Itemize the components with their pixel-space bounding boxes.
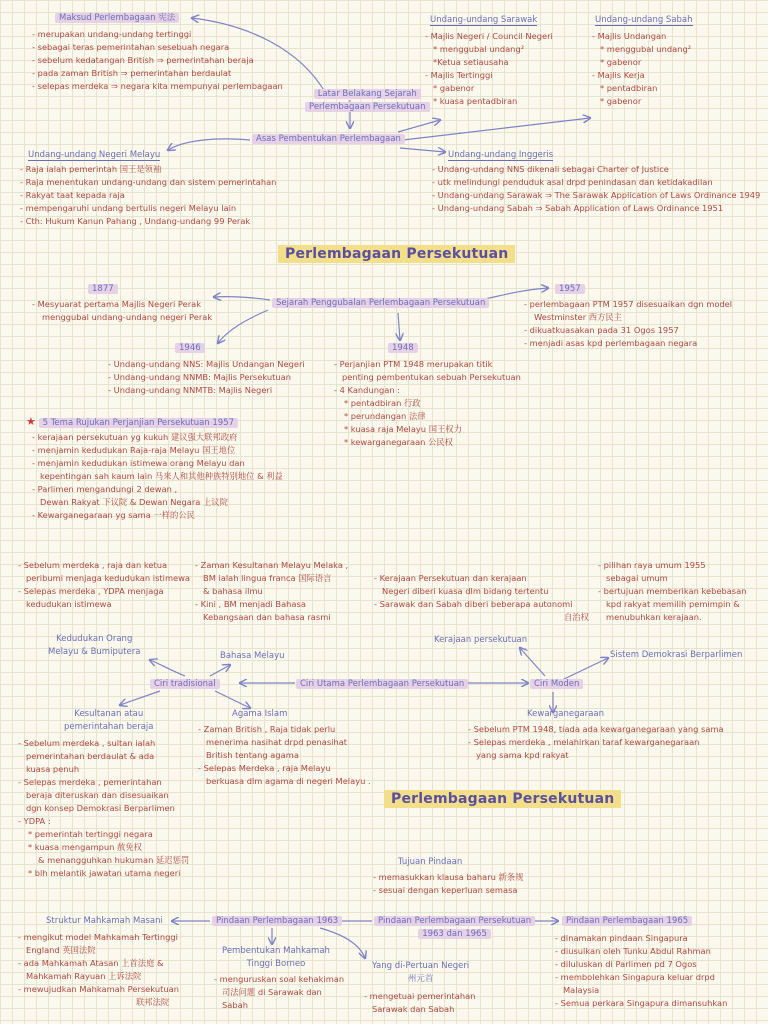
list-item: peribumi menjaga kedudukan istimewa <box>26 573 191 583</box>
list-item: - Majlis Negeri / Council Negeri <box>425 31 553 41</box>
list-item: Dewan Rakyat 下议院 & Dewan Negara 上议院 <box>40 497 228 507</box>
list-item: - sebagai teras pemerintahan sesebuah negara <box>32 42 230 52</box>
ciri-note-1 <box>18 559 190 611</box>
list-item: - 4 Kandungan : <box>334 385 401 395</box>
list-item: - Selepas Merdeka , raja Melayu <box>198 763 331 773</box>
list-item: kepentingan sah kaum lain 马来人和其他种族特别地位 & 利益 <box>40 471 283 481</box>
list-item: * kuasa pentadbiran <box>433 96 518 106</box>
list-item: 联邦法院 <box>136 997 170 1007</box>
bahasa-label: Bahasa Melayu <box>220 651 285 661</box>
tujuan-title: Tujuan Pindaan <box>398 857 463 867</box>
list-item: - Majlis Undangan <box>592 31 667 41</box>
maksud-title: Maksud Perlembagaan 宪法 <box>55 12 179 25</box>
melayu-title: Undang-undang Negeri Melayu <box>28 150 161 160</box>
list-item: - utk melindungi penduduk asal drpd penindasan dan ketidakadilan <box>432 177 713 187</box>
list-item: - menjamin kedudukan istimewa orang Melayu dan <box>32 458 245 468</box>
list-item: * kuasa mengampun 赦免权 <box>28 842 142 852</box>
list-item: dgn konsep Demokrasi Berparlimen <box>26 803 175 813</box>
list-item: - menjamin kedudukan Raja-raja Melayu 国王地位 <box>32 445 236 455</box>
borneo-list <box>214 973 344 1012</box>
sarawak-list <box>425 30 553 108</box>
list-item: * perundangan 法律 <box>344 411 426 421</box>
year-1957: 1957 <box>555 283 585 296</box>
list-item: - dinamakan pindaan Singapura <box>555 933 688 943</box>
list-item: kedudukan istimewa <box>26 599 112 609</box>
list-item: Malaysia <box>563 985 600 995</box>
list-item: - kerajaan persekutuan yg kukuh 建议强大联邦政府 <box>32 432 238 442</box>
list-item: - diluluskan di Parlimen pd 7 Ogos <box>555 959 697 969</box>
tujuan-list <box>373 871 523 897</box>
list-item: Mahkamah Rayuan 上诉法院 <box>26 971 142 981</box>
list-item: - mempengaruhi undang bertulis negeri Melayu lain <box>20 203 237 213</box>
list-item: - bertujuan memberikan kebebasan <box>598 586 747 596</box>
list-item: Westminster 西方民主 <box>534 312 622 322</box>
list-1957 <box>524 298 732 350</box>
list-item: - Undang-undang Sabah ⇒ Sabah Application of Laws Ordinance 1951 <box>432 203 724 213</box>
list-item: - diusulkan oleh Tunku Abdul Rahman <box>555 946 711 956</box>
mahkamah-list <box>18 931 179 1009</box>
list-item: - Selepas merdeka , pemerintahan <box>18 777 162 787</box>
kerajaan-label: Kerajaan persekutuan <box>434 635 528 645</box>
list-item: kuasa penuh <box>26 764 80 774</box>
list-item: * kuasa raja Melayu 国王权力 <box>344 424 462 434</box>
list-item: * pemerintah tertinggi negara <box>28 829 153 839</box>
list-item: - menguruskan soal kehakiman <box>214 974 345 984</box>
warga-list <box>468 723 724 762</box>
ydpn-title: Yang di-Pertuan Negeri 州元首 <box>372 961 470 984</box>
list-item: kpd rakyat memilih pemimpin & <box>606 599 740 609</box>
list-item: Negeri diberi kuasa dlm bidang tertentu <box>382 586 549 596</box>
list-item: Sarawak dan Sabah <box>372 1004 455 1014</box>
list-item: - Undang-undang NNS dikenali sebagai Charter of Justice <box>432 164 669 174</box>
list-item: - Sarawak dan Sabah diberi beberapa autonomi <box>374 599 573 609</box>
list-item: - merupakan undang-undang tertinggi <box>32 29 192 39</box>
list-item: - Undang-undang NNS: Majlis Undangan Negeri <box>108 359 305 369</box>
list-item: - YDPA : <box>18 816 51 826</box>
list-item: * kewarganegaraan 公民权 <box>344 437 453 447</box>
year-1946: 1946 <box>175 342 205 355</box>
list-item: sebagai umum <box>606 573 668 583</box>
list-item: * gabenor <box>433 83 475 93</box>
list-item: - pada zaman British ⇒ pemerintahan berdaulat <box>32 68 232 78</box>
list-item: Kebangsaan dan bahasa rasmi <box>203 612 331 622</box>
list-item: - Sebelum merdeka , sultan ialah <box>18 738 156 748</box>
list-item: berkuasa dlm agama di negeri Melayu . <box>206 776 371 786</box>
sistem-label: Sistem Demokrasi Berparlimen <box>610 650 743 660</box>
list-item: - mengetuai pemerintahan <box>364 991 476 1001</box>
list-item: - Raja ialah pemerintah 国王是领袖 <box>20 164 162 174</box>
list-item: - Sebelum merdeka , raja dan ketua <box>18 560 168 570</box>
list-item: *Ketua setiausaha <box>433 57 509 67</box>
list-item: yang sama kpd rakyat <box>476 750 569 760</box>
list-item: Sabah <box>222 1000 248 1010</box>
list-item: - Selepas merdeka , YDPA menjaga <box>18 586 164 596</box>
maksud-list <box>32 28 283 93</box>
list-item: - mengikut model Mahkamah Tertinggi <box>18 932 178 942</box>
list-item: - Majlis Kerja <box>592 70 645 80</box>
main-title-2: Perlembagaan Persekutuan <box>384 790 621 808</box>
tema-list <box>32 431 283 522</box>
list-item: * gabenor <box>600 96 642 106</box>
list-item: penting pembentukan sebuah Persekutuan <box>342 372 521 382</box>
latar-belakang-label: Latar Belakang Sejarah Perlembagaan Persekutuan <box>305 88 430 114</box>
list-item: beraja diteruskan dan disesuaikan <box>26 790 169 800</box>
list-item: & bahasa ilmu <box>203 586 263 596</box>
inggeris-title: Undang-undang Inggeris <box>448 150 554 160</box>
list-item: pemerintahan berdaulat & ada <box>26 751 155 761</box>
list-item: - Kerajaan Persekutuan dan kerajaan <box>374 573 527 583</box>
pindaan-1963: Pindaan Perlembagaan 1963 <box>212 915 342 928</box>
list-item: British tentang agama <box>206 750 299 760</box>
list-item: - Rakyat taat kepada raja <box>20 190 125 200</box>
list-item: * pentadbiran <box>600 83 658 93</box>
list-item: - perlembagaan PTM 1957 disesuaikan dgn model <box>524 299 733 309</box>
main-title-1: Perlembagaan Persekutuan <box>278 245 515 263</box>
list-item: - Selepas merdeka , melahirkan taraf kewarganegaraan <box>468 737 700 747</box>
list-1948 <box>334 358 521 449</box>
list-item: - Undang-undang Sarawak ⇒ The Sarawak Application of Laws Ordinance 1949 <box>432 190 761 200</box>
list-item: - Sebelum PTM 1948, tiada ada kewarganegaraan yang sama <box>468 724 724 734</box>
sabah-list <box>592 30 691 108</box>
warga-title: Kewarganegaraan <box>527 709 605 719</box>
list-1877 <box>32 298 212 324</box>
kesultanan-list <box>18 737 189 880</box>
list-item: - menjadi asas kpd perlembagaan negara <box>524 338 698 348</box>
list-item: - Undang-undang NNMTB: Majlis Negeri <box>108 385 273 395</box>
ciri-tradisional: Ciri tradisional <box>150 678 220 691</box>
list-item: * menggubal undang² <box>600 44 692 54</box>
list-item: - Kini , BM menjadi Bahasa <box>195 599 306 609</box>
ciri-utama: Ciri Utama Perlembagaan Persekutuan <box>296 678 468 691</box>
list-item: menggubal undang-undang negeri Perak <box>42 312 213 322</box>
ciri-note-4 <box>598 559 746 624</box>
list-item: - Zaman Kesultanan Melayu Melaka , <box>195 560 349 570</box>
list-item: - Parlimen mengandungi 2 dewan , <box>32 484 178 494</box>
kesultanan-title: Kesultanan atau pemerintahan beraja <box>64 709 154 732</box>
list-item: - Undang-undang NNMB: Majlis Persekutuan <box>108 372 291 382</box>
tema-title: ★ 5 Tema Rujukan Perjanjian Persekutuan 1957 <box>26 415 238 430</box>
list-item: * pentadbiran 行政 <box>344 398 421 408</box>
pindaan-center: Pindaan Perlembagaan Persekutuan 1963 dan 1965 <box>374 915 535 941</box>
sejarah-center: Sejarah Penggubalan Perlembagaan Persekutuan <box>272 297 489 310</box>
melayu-list <box>20 163 276 228</box>
year-1948: 1948 <box>388 342 418 355</box>
list-item: - Kewarganegaraan yg sama 一样的公民 <box>32 510 195 520</box>
year-1877: 1877 <box>88 283 118 296</box>
list-item: & menangguhkan hukuman 延迟惩罚 <box>38 855 190 865</box>
kedudukan-label: Kedudukan Orang Melayu & Bumiputera <box>48 634 141 657</box>
list-item: - sebelum kedatangan British ⇒ pemerintahan beraja <box>32 55 254 65</box>
ciri-note-2 <box>195 559 348 624</box>
list-item: * blh melantik jawatan utama negeri <box>28 868 181 878</box>
agama-list <box>198 723 371 788</box>
inggeris-list <box>432 163 760 215</box>
sarawak-title: Undang-undang Sarawak <box>430 15 538 25</box>
list-item: - Raja menentukan undang-undang dan sistem pemerintahan <box>20 177 277 187</box>
list-item: - Perjanjian PTM 1948 merupakan titik <box>334 359 493 369</box>
list-item: - Zaman British , Raja tidak perlu <box>198 724 336 734</box>
asas-pembentukan-label: Asas Pembentukan Perlembagaan <box>252 133 405 146</box>
list-item: - selepas merdeka ⇒ negara kita mempunyai perlembagaan <box>32 81 283 91</box>
list-item: - dikuatkuasakan pada 31 Ogos 1957 <box>524 325 679 335</box>
list-item: * gabenor <box>600 57 642 67</box>
list-item: 自治权 <box>564 612 589 622</box>
borneo-title: Pembentukan Mahkamah Tinggi Borneo <box>222 946 330 969</box>
list-item: - ada Mahkamah Atasan 上首法庭 & <box>18 958 164 968</box>
list-item: - membolehkan Singapura keluar drpd <box>555 972 715 982</box>
list-item: - Majlis Tertinggi <box>425 70 493 80</box>
list-item: menubuhkan kerajaan. <box>606 612 702 622</box>
list-item: - sesuai dengan keperluan semasa <box>373 885 518 895</box>
list-item: BM ialah lingua franca 国际语言 <box>203 573 332 583</box>
ciri-moden: Ciri Moden <box>530 678 583 691</box>
list-item: - Mesyuarat pertama Majlis Negeri Perak <box>32 299 202 309</box>
list-item: 司法问题 di Sarawak dan <box>222 987 322 997</box>
mahkamah-title: Struktur Mahkamah Masani <box>46 916 163 926</box>
list-item: England 英国法院 <box>26 945 96 955</box>
list-item: - Cth: Hukum Kanun Pahang , Undang-undang 99 Perak <box>20 216 251 226</box>
star-icon: ★ <box>26 415 36 428</box>
list-item: menerima nasihat drpd penasihat <box>206 737 348 747</box>
list-item: - memasukkan klausa baharu 新条规 <box>373 872 524 882</box>
pindaan-1965-title: Pindaan Perlembagaan 1965 <box>562 915 692 928</box>
list-item: * menggubal undang² <box>433 44 525 54</box>
list-item: - Semua perkara Singapura dimansuhkan <box>555 998 728 1008</box>
pindaan-1965-list <box>555 932 727 1010</box>
list-item: - pilihan raya umum 1955 <box>598 560 706 570</box>
list-item: - mewujudkan Mahkamah Persekutuan <box>18 984 179 994</box>
sabah-title: Undang-undang Sabah <box>595 15 693 25</box>
list-1946 <box>108 358 305 397</box>
agama-title: Agama Islam <box>232 709 288 719</box>
ydpn-list <box>364 990 475 1016</box>
ciri-note-3 <box>374 572 589 624</box>
